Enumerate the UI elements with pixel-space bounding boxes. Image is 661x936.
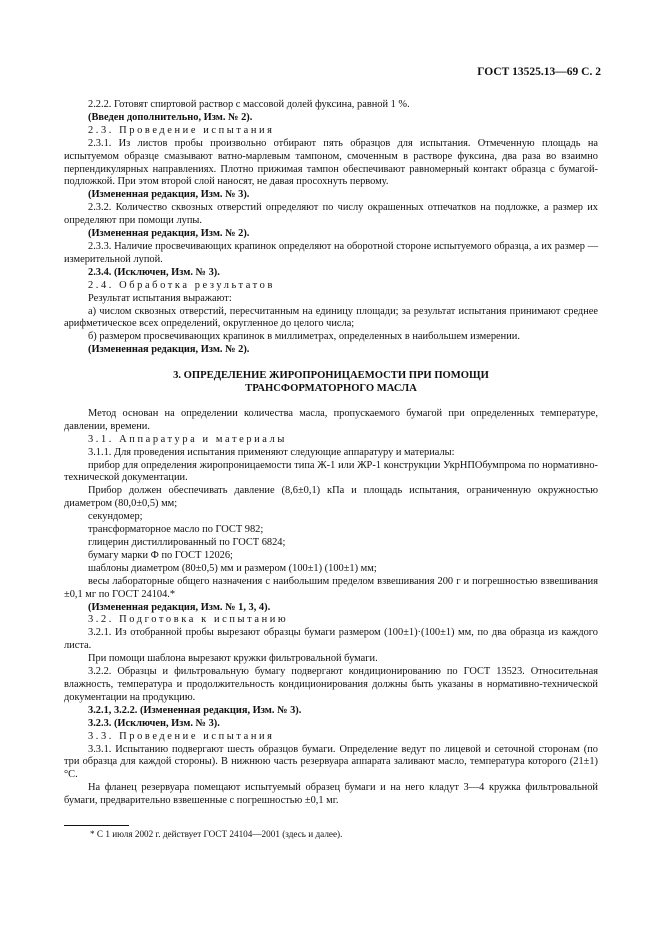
paragraph: бумагу марки Ф по ГОСТ 12026; (88, 549, 233, 561)
footnote-divider (64, 825, 129, 826)
paragraph: 3.2.3. (Исключен, Изм. № 3). (88, 717, 220, 729)
section-3-content (64, 408, 598, 808)
paragraph: 2.4. Обработка результатов (88, 279, 275, 291)
footnote: * С 1 июля 2002 г. действует ГОСТ 24104—2001 (здесь и далее). (90, 829, 343, 839)
paragraph: 2.3. Проведение испытания (88, 124, 275, 136)
paragraph: Прибор должен обеспечивать давление (8,6±0,1) кПа и площадь испытания, ограниченную окружностью диаметром (80,0±0,5) мм; (64, 485, 598, 510)
section-3-title (64, 370, 598, 395)
section-title-line: 3. ОПРЕДЕЛЕНИЕ ЖИРОПРОНИЦАЕМОСТИ ПРИ ПОМОЩИ (173, 370, 489, 382)
paragraph: трансформаторное масло по ГОСТ 982; (88, 524, 264, 536)
page-header: ГОСТ 13525.13—69 С. 2 (477, 66, 601, 78)
paragraph: глицерин дистиллированный по ГОСТ 6824; (88, 537, 286, 548)
paragraph: шаблоны диаметром (80±0,5) мм и размером (100±1) (100±1) мм; (88, 562, 377, 574)
paragraph: Метод основан на определении количества масла, пропускаемого бумагой при определенных температуре, давлении, времени. (64, 407, 598, 432)
paragraph: 2.3.1. Из листов пробы произвольно отбирают пять образцов для испытания. Отмеченную площадь на испытуемом образце смазывают ватно-марлевым тампоном, смоченным в растворе фуксина, два раза во взаимно перпендикулярных направлениях. Плотно прижимая тампон обеспечивают равномерный контакт образца с бумагой-подложкой. При этом второй слой наносят, не давая просохнуть первому. (64, 137, 598, 188)
paragraph: б) размером просвечивающих крапинок в миллиметрах, определенных в наибольшем измерении. (88, 331, 520, 343)
paragraph: 3.2.2. Образцы и фильтровальную бумагу подвергают кондиционированию по ГОСТ 13523. Относительная влажность, температура и продолжительность кондиционирования должны быть указаны в нормативно-технической документации на продукцию. (64, 666, 598, 703)
paragraph: весы лабораторные общего назначения с наибольшим пределом взвешивания 200 г и погрешностью взвешивания ±0,1 мг по ГОСТ 24104.* (64, 575, 598, 600)
paragraph: прибор для определения жиропроницаемости типа Ж-1 или ЖР-1 конструкции УкрНПОбумпрома по нормативно-технической документации. (64, 459, 598, 484)
paragraph: (Измененная редакция, Изм. № 2). (88, 228, 250, 240)
paragraph: 3.3.1. Испытанию подвергают шесть образцов бумаги. Определение ведут по лицевой и сеточной сторонам (по три образца для каждой стороны). В нижнюю часть резервуара аппарата заливают масло, температура которого (21±1) °С. (64, 743, 598, 781)
paragraph: 3.1.1. Для проведения испытания применяют следующие аппаратуру и материалы: (88, 446, 455, 458)
paragraph: а) числом сквозных отверстий, пересчитанным на единицу площади; за результат испытания принимают среднее арифметическое всех определений, округленное до целого числа; (64, 305, 598, 330)
paragraph: 3.2.1. Из отобранной пробы вырезают образцы бумаги размером (100±1)·(100±1) мм, по два образца из каждого листа. (64, 627, 598, 652)
section-2-content (64, 99, 598, 357)
paragraph: 3.3. Проведение испытания (88, 730, 275, 742)
paragraph: 2.2.2. Готовят спиртовой раствор с массовой долей фуксина, равной 1 %. (88, 99, 410, 110)
paragraph: (Измененная редакция, Изм. № 3). (88, 189, 250, 201)
paragraph: 2.3.2. Количество сквозных отверстий определяют по числу окрашенных отпечатков на подложке, а размер их определяют при помощи лупы. (64, 202, 598, 227)
paragraph: (Измененная редакция, Изм. № 2). (88, 344, 250, 356)
paragraph: (Измененная редакция, Изм. № 1, 3, 4). (88, 601, 271, 613)
paragraph: Результат испытания выражают: (88, 292, 232, 304)
paragraph: 3.2.1, 3.2.2. (Измененная редакция, Изм. № 3). (88, 704, 302, 716)
document-body (64, 99, 598, 808)
paragraph: На фланец резервуара помещают испытуемый образец бумаги и на него кладут 3—4 кружка фильтровальной бумаги, предварительно взвешенные с погрешностью ±0,1 мг. (64, 782, 598, 807)
paragraph: 2.3.3. Наличие просвечивающих крапинок определяют на оборотной стороне испытуемого образца, а их размер — измерительной лупой. (64, 240, 598, 265)
paragraph: секундомер; (88, 511, 143, 523)
paragraph: 3.2. Подготовка к испытанию (88, 614, 289, 626)
paragraph: 2.3.4. (Исключен, Изм. № 3). (88, 266, 220, 278)
paragraph: При помощи шаблона вырезают кружки фильтровальной бумаги. (88, 653, 378, 665)
section-title-line: ТРАНСФОРМАТОРНОГО МАСЛА (245, 382, 417, 394)
paragraph: (Введен дополнительно, Изм. № 2). (88, 111, 253, 123)
paragraph: 3.1. Аппаратура и материалы (88, 433, 287, 445)
